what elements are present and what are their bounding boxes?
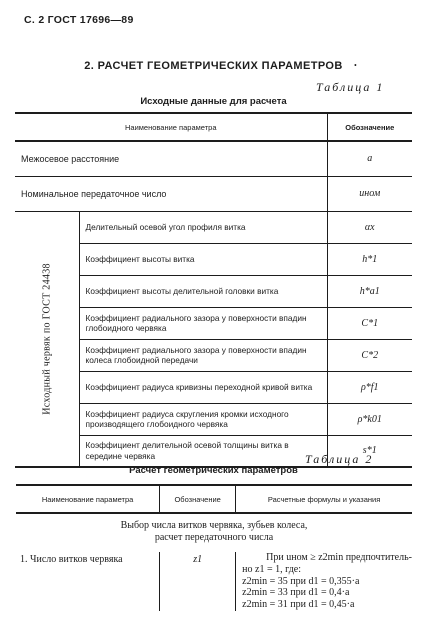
row-symbol: ρ*k01 (327, 403, 412, 435)
group-label-cell (15, 211, 79, 467)
formula-line: но z1 = 1, где: (242, 563, 301, 575)
table2-col-formula: Расчетные формулы и указания (236, 485, 412, 513)
row-name: Коэффициент радиуса кривизны переходной кривой витка (79, 371, 327, 403)
page-header: С. 2 ГОСТ 17696—89 (24, 14, 134, 26)
row-name: Коэффициент радиуса скругления кромки исходного производящего глобоидного червяка (79, 403, 327, 435)
formula-line: z2min = 33 при d1 = 0,4·a (242, 587, 350, 599)
row-name: Коэффициент высоты делительной головки витка (79, 275, 327, 307)
table1 (15, 112, 412, 468)
row-name: Коэффициент делительной осевой толщины витка в середине червяка (79, 435, 327, 467)
row-symbol: C*2 (327, 339, 412, 371)
row-name: Коэффициент высоты витка (79, 243, 327, 275)
row-symbol: uном (327, 176, 412, 211)
row-symbol: ρ*f1 (327, 371, 412, 403)
subheading-line: Выбор числа витков червяка, зубьев колеса, (120, 520, 308, 531)
table2-label: Таблица 2 (305, 452, 374, 466)
subheading-line: расчет передаточного числа (154, 532, 274, 543)
table1-col-name: Наименование параметра (15, 113, 327, 141)
row-symbol: a (327, 141, 412, 176)
table2-title: Расчет геометрических параметров (129, 465, 298, 476)
row-symbol: C*1 (327, 307, 412, 339)
row-name: Номинальное передаточное число (15, 176, 327, 211)
table-row (15, 211, 412, 243)
row-name: Коэффициент радиального зазора у поверхности впадин глобоидного червяка (79, 307, 327, 339)
row-symbol: z1 (160, 552, 236, 611)
stray-mark: • (354, 61, 357, 70)
section-title: 2. РАСЧЕТ ГЕОМЕТРИЧЕСКИХ ПАРАМЕТРОВ (84, 60, 343, 72)
row-name: 1. Число витков червяка (20, 554, 123, 565)
table2-col-name: Наименование параметра (16, 485, 160, 513)
row-name: Коэффициент радиального зазора у поверхности впадин колеса глобоидной передачи (79, 339, 327, 371)
group-label: Исходный червяк по ГОСТ 24438 (41, 262, 53, 415)
formula-line: z2min = 31 при d1 = 0,45·a (242, 599, 355, 611)
row-symbol: h*a1 (327, 275, 412, 307)
table2-col-symbol: Обозначение (160, 485, 236, 513)
row-symbol: h*1 (327, 243, 412, 275)
table-row (15, 141, 412, 176)
table2-subheading (16, 513, 412, 552)
table-row (15, 176, 412, 211)
row-name: Межосевое расстояние (15, 141, 327, 176)
formula-line: z2min = 35 при d1 = 0,355·a (242, 575, 360, 587)
table1-title: Исходные данные для расчета (140, 96, 287, 107)
table2 (16, 484, 412, 611)
row-symbol: αx (327, 211, 412, 243)
row-formula (236, 552, 412, 611)
row-symbol: s*1 (327, 435, 412, 467)
formula-line: При uном ≥ z2min предпочтитель- (266, 552, 412, 563)
row-name: Делительный осевой угол профиля витка (79, 211, 327, 243)
table1-col-symbol: Обозначение (327, 113, 412, 141)
table1-label: Таблица 1 (316, 80, 385, 94)
table-row (16, 552, 412, 611)
